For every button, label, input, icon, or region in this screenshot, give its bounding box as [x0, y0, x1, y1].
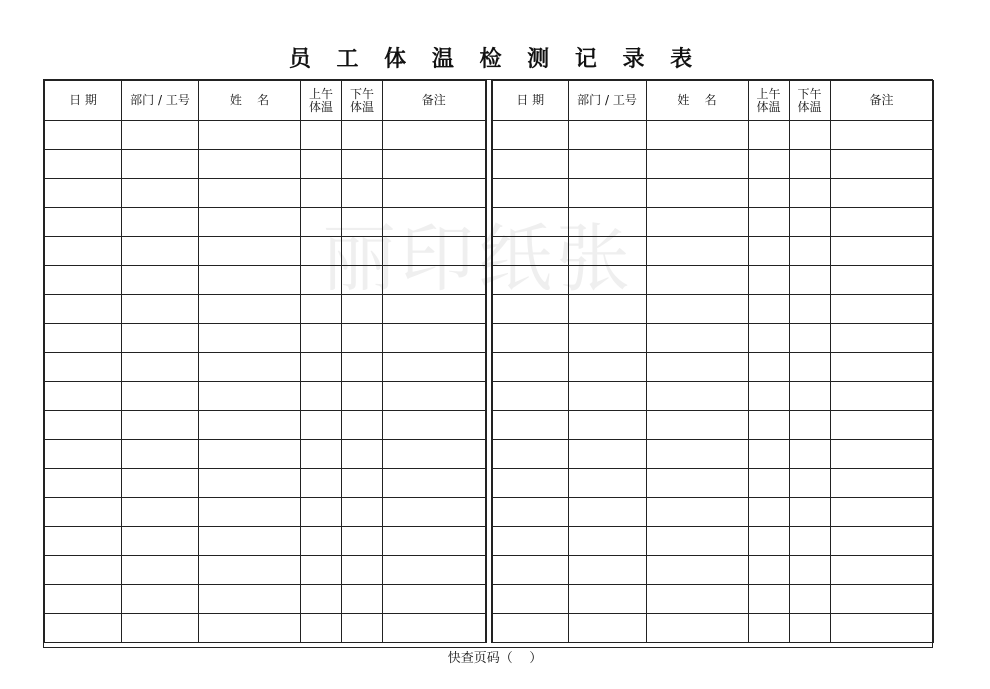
table-row	[492, 469, 933, 498]
header-row	[492, 81, 933, 121]
cell-morning-temp[interactable]	[301, 295, 342, 324]
cell-name[interactable]	[199, 237, 301, 266]
cell-notes[interactable]	[830, 208, 933, 237]
cell-date[interactable]	[45, 121, 122, 150]
table-row	[492, 440, 933, 469]
cell-department[interactable]	[568, 237, 646, 266]
cell-notes[interactable]	[830, 324, 933, 353]
table-row	[492, 237, 933, 266]
cell-afternoon-temp[interactable]	[342, 556, 383, 585]
cell-notes[interactable]	[830, 266, 933, 295]
cell-notes[interactable]	[383, 121, 486, 150]
cell-department[interactable]	[568, 469, 646, 498]
cell-date[interactable]	[45, 295, 122, 324]
cell-date[interactable]	[45, 585, 122, 614]
cell-name[interactable]	[646, 208, 748, 237]
cell-notes[interactable]	[830, 411, 933, 440]
cell-afternoon-temp[interactable]	[789, 353, 830, 382]
table-row	[492, 121, 933, 150]
cell-date[interactable]	[492, 121, 568, 150]
cell-name[interactable]	[199, 527, 301, 556]
cell-date[interactable]	[492, 353, 568, 382]
cell-name[interactable]	[199, 411, 301, 440]
cell-date[interactable]	[45, 266, 122, 295]
cell-name[interactable]	[646, 527, 748, 556]
header-morning-line1: 上午	[308, 86, 333, 101]
cell-afternoon-temp[interactable]	[789, 556, 830, 585]
cell-name[interactable]	[646, 121, 748, 150]
cell-morning-temp[interactable]	[301, 556, 342, 585]
cell-notes[interactable]	[830, 150, 933, 179]
table-row	[492, 295, 933, 324]
cell-name[interactable]	[199, 295, 301, 324]
cell-date[interactable]	[492, 266, 568, 295]
table-row	[45, 237, 486, 266]
cell-date[interactable]	[492, 469, 568, 498]
cell-afternoon-temp[interactable]	[789, 614, 830, 643]
cell-notes[interactable]	[830, 353, 933, 382]
cell-date[interactable]	[492, 237, 568, 266]
cell-date[interactable]	[45, 411, 122, 440]
cell-department[interactable]	[568, 324, 646, 353]
cell-name[interactable]	[646, 324, 748, 353]
cell-afternoon-temp[interactable]	[342, 585, 383, 614]
cell-name[interactable]	[199, 469, 301, 498]
table-row	[492, 411, 933, 440]
cell-afternoon-temp[interactable]	[342, 382, 383, 411]
table-row	[45, 527, 486, 556]
cell-afternoon-temp[interactable]	[342, 411, 383, 440]
cell-name[interactable]	[646, 237, 748, 266]
cell-morning-temp[interactable]	[301, 440, 342, 469]
cell-afternoon-temp[interactable]	[789, 382, 830, 411]
header-afternoon-line1: 下午	[349, 86, 374, 101]
header-morning-temp	[301, 81, 342, 121]
table-row	[45, 498, 486, 527]
cell-name[interactable]	[646, 295, 748, 324]
cell-afternoon-temp[interactable]	[789, 585, 830, 614]
cell-notes[interactable]	[830, 237, 933, 266]
cell-morning-temp[interactable]	[748, 237, 789, 266]
cell-morning-temp[interactable]	[301, 150, 342, 179]
cell-date[interactable]	[492, 527, 568, 556]
cell-afternoon-temp[interactable]	[789, 411, 830, 440]
cell-morning-temp[interactable]	[748, 527, 789, 556]
table-body-left	[45, 121, 486, 643]
cell-name[interactable]	[199, 440, 301, 469]
cell-name[interactable]	[199, 324, 301, 353]
cell-name[interactable]	[646, 585, 748, 614]
cell-department[interactable]	[568, 498, 646, 527]
cell-notes[interactable]	[830, 527, 933, 556]
cell-notes[interactable]	[383, 382, 486, 411]
cell-notes[interactable]	[383, 556, 486, 585]
cell-morning-temp[interactable]	[301, 208, 342, 237]
header-row	[45, 81, 486, 121]
cell-name[interactable]	[646, 411, 748, 440]
header-afternoon-temp	[789, 81, 830, 121]
cell-department[interactable]	[122, 324, 199, 353]
cell-morning-temp[interactable]	[748, 324, 789, 353]
cell-date[interactable]	[45, 498, 122, 527]
cell-morning-temp[interactable]	[748, 266, 789, 295]
cell-name[interactable]	[199, 179, 301, 208]
table-row	[45, 469, 486, 498]
cell-notes[interactable]	[383, 295, 486, 324]
table-row	[45, 556, 486, 585]
cell-name[interactable]	[646, 150, 748, 179]
cell-department[interactable]	[122, 295, 199, 324]
table-row	[492, 614, 933, 643]
cell-department[interactable]	[568, 527, 646, 556]
cell-morning-temp[interactable]	[748, 440, 789, 469]
cell-notes[interactable]	[383, 585, 486, 614]
cell-morning-temp[interactable]	[748, 585, 789, 614]
header-afternoon-temp	[342, 81, 383, 121]
cell-morning-temp[interactable]	[301, 266, 342, 295]
table-row	[45, 353, 486, 382]
cell-morning-temp[interactable]	[301, 498, 342, 527]
cell-name[interactable]	[646, 353, 748, 382]
cell-date[interactable]	[492, 556, 568, 585]
cell-afternoon-temp[interactable]	[342, 469, 383, 498]
cell-notes[interactable]	[830, 556, 933, 585]
cell-notes[interactable]	[830, 382, 933, 411]
header-department: 部门 / 工号	[122, 81, 199, 121]
table-row	[492, 382, 933, 411]
cell-notes[interactable]	[383, 614, 486, 643]
cell-afternoon-temp[interactable]	[789, 150, 830, 179]
cell-morning-temp[interactable]	[748, 556, 789, 585]
cell-name[interactable]	[646, 179, 748, 208]
table-row	[45, 411, 486, 440]
cell-notes[interactable]	[383, 411, 486, 440]
cell-morning-temp[interactable]	[301, 353, 342, 382]
record-table-right	[491, 80, 934, 643]
header-morning-line2: 体温	[308, 99, 333, 114]
cell-date[interactable]	[45, 556, 122, 585]
cell-name[interactable]	[646, 266, 748, 295]
cell-name[interactable]	[199, 585, 301, 614]
cell-afternoon-temp[interactable]	[342, 295, 383, 324]
cell-morning-temp[interactable]	[748, 295, 789, 324]
table-body-right	[492, 121, 933, 643]
cell-notes[interactable]	[383, 440, 486, 469]
cell-name[interactable]	[646, 469, 748, 498]
cell-afternoon-temp[interactable]	[789, 440, 830, 469]
cell-morning-temp[interactable]	[301, 469, 342, 498]
table-row	[45, 295, 486, 324]
header-morning-line1: 上午	[756, 86, 781, 101]
cell-department[interactable]	[568, 382, 646, 411]
cell-department[interactable]	[122, 498, 199, 527]
cell-afternoon-temp[interactable]	[789, 237, 830, 266]
cell-morning-temp[interactable]	[748, 498, 789, 527]
cell-name[interactable]	[646, 556, 748, 585]
cell-afternoon-temp[interactable]	[342, 208, 383, 237]
cell-notes[interactable]	[383, 527, 486, 556]
cell-date[interactable]	[45, 179, 122, 208]
cell-date[interactable]	[492, 150, 568, 179]
table-row	[45, 324, 486, 353]
cell-morning-temp[interactable]	[748, 353, 789, 382]
cell-afternoon-temp[interactable]	[789, 266, 830, 295]
cell-date[interactable]	[492, 614, 568, 643]
cell-date[interactable]	[492, 440, 568, 469]
record-table-left	[44, 80, 487, 643]
table-row	[45, 208, 486, 237]
table-row	[45, 150, 486, 179]
cell-department[interactable]	[122, 237, 199, 266]
cell-name[interactable]	[199, 266, 301, 295]
cell-notes[interactable]	[383, 179, 486, 208]
cell-name[interactable]	[199, 498, 301, 527]
cell-morning-temp[interactable]	[748, 382, 789, 411]
header-afternoon-line2: 体温	[349, 99, 374, 114]
cell-date[interactable]	[492, 324, 568, 353]
cell-afternoon-temp[interactable]	[342, 527, 383, 556]
cell-morning-temp[interactable]	[748, 179, 789, 208]
cell-afternoon-temp[interactable]	[342, 121, 383, 150]
cell-date[interactable]	[45, 208, 122, 237]
cell-afternoon-temp[interactable]	[789, 469, 830, 498]
cell-morning-temp[interactable]	[301, 179, 342, 208]
cell-department[interactable]	[568, 585, 646, 614]
header-name: 姓 名	[646, 81, 748, 121]
cell-department[interactable]	[568, 556, 646, 585]
cell-department[interactable]	[122, 614, 199, 643]
header-afternoon-line2: 体温	[797, 99, 822, 114]
table-row	[492, 324, 933, 353]
cell-name[interactable]	[199, 382, 301, 411]
cell-afternoon-temp[interactable]	[342, 353, 383, 382]
cell-department[interactable]	[568, 411, 646, 440]
cell-notes[interactable]	[830, 179, 933, 208]
table-row	[492, 266, 933, 295]
cell-date[interactable]	[492, 498, 568, 527]
cell-department[interactable]	[122, 353, 199, 382]
header-notes: 备注	[830, 81, 933, 121]
cell-afternoon-temp[interactable]	[342, 179, 383, 208]
cell-afternoon-temp[interactable]	[789, 208, 830, 237]
cell-afternoon-temp[interactable]	[342, 498, 383, 527]
cell-notes[interactable]	[830, 614, 933, 643]
cell-afternoon-temp[interactable]	[342, 324, 383, 353]
watermark: 丽印纸张	[322, 216, 634, 302]
cell-department[interactable]	[122, 556, 199, 585]
cell-morning-temp[interactable]	[748, 411, 789, 440]
header-date: 日 期	[492, 81, 568, 121]
cell-notes[interactable]	[383, 498, 486, 527]
cell-department[interactable]	[568, 121, 646, 150]
cell-afternoon-temp[interactable]	[342, 614, 383, 643]
cell-morning-temp[interactable]	[748, 208, 789, 237]
page-number-footer: 快查页码（ ）	[447, 651, 543, 666]
cell-department[interactable]	[568, 150, 646, 179]
cell-date[interactable]	[492, 382, 568, 411]
cell-morning-temp[interactable]	[301, 121, 342, 150]
table-row	[492, 150, 933, 179]
table-row	[492, 353, 933, 382]
cell-morning-temp[interactable]	[301, 324, 342, 353]
cell-notes[interactable]	[383, 353, 486, 382]
header-name: 姓 名	[199, 81, 301, 121]
table-row	[45, 266, 486, 295]
cell-afternoon-temp[interactable]	[789, 295, 830, 324]
table-row	[45, 614, 486, 643]
cell-morning-temp[interactable]	[301, 237, 342, 266]
cell-notes[interactable]	[830, 295, 933, 324]
cell-date[interactable]	[45, 324, 122, 353]
cell-morning-temp[interactable]	[301, 382, 342, 411]
cell-department[interactable]	[568, 266, 646, 295]
cell-notes[interactable]	[383, 150, 486, 179]
table-row	[45, 179, 486, 208]
cell-morning-temp[interactable]	[748, 121, 789, 150]
cell-department[interactable]	[568, 353, 646, 382]
cell-department[interactable]	[568, 440, 646, 469]
header-afternoon-line1: 下午	[797, 86, 822, 101]
cell-date[interactable]	[45, 614, 122, 643]
cell-afternoon-temp[interactable]	[789, 121, 830, 150]
cell-afternoon-temp[interactable]	[342, 237, 383, 266]
cell-date[interactable]	[45, 440, 122, 469]
table-row	[45, 382, 486, 411]
cell-date[interactable]	[45, 527, 122, 556]
header-date: 日 期	[45, 81, 122, 121]
cell-notes[interactable]	[830, 440, 933, 469]
cell-name[interactable]	[646, 382, 748, 411]
cell-date[interactable]	[45, 353, 122, 382]
cell-morning-temp[interactable]	[301, 527, 342, 556]
cell-notes[interactable]	[830, 121, 933, 150]
cell-notes[interactable]	[383, 237, 486, 266]
cell-notes[interactable]	[830, 585, 933, 614]
cell-department[interactable]	[122, 382, 199, 411]
cell-department[interactable]	[568, 179, 646, 208]
cell-afternoon-temp[interactable]	[789, 324, 830, 353]
cell-department[interactable]	[122, 527, 199, 556]
cell-afternoon-temp[interactable]	[342, 440, 383, 469]
cell-department[interactable]	[122, 411, 199, 440]
cell-name[interactable]	[646, 498, 748, 527]
cell-department[interactable]	[122, 179, 199, 208]
table-row	[492, 179, 933, 208]
table-row	[45, 585, 486, 614]
cell-name[interactable]	[646, 614, 748, 643]
cell-date[interactable]	[45, 382, 122, 411]
cell-notes[interactable]	[383, 208, 486, 237]
cell-date[interactable]	[492, 179, 568, 208]
cell-name[interactable]	[199, 150, 301, 179]
cell-date[interactable]	[45, 237, 122, 266]
cell-department[interactable]	[568, 295, 646, 324]
table-row	[492, 556, 933, 585]
cell-department[interactable]	[122, 150, 199, 179]
cell-name[interactable]	[646, 440, 748, 469]
cell-name[interactable]	[199, 353, 301, 382]
cell-name[interactable]	[199, 121, 301, 150]
header-morning-temp	[748, 81, 789, 121]
table-row	[492, 527, 933, 556]
cell-department[interactable]	[122, 121, 199, 150]
cell-department[interactable]	[122, 208, 199, 237]
cell-department[interactable]	[568, 614, 646, 643]
table-row	[492, 208, 933, 237]
cell-morning-temp[interactable]	[748, 150, 789, 179]
table-row	[45, 121, 486, 150]
cell-name[interactable]	[199, 556, 301, 585]
header-notes: 备注	[383, 81, 486, 121]
cell-morning-temp[interactable]	[748, 614, 789, 643]
cell-afternoon-temp[interactable]	[789, 527, 830, 556]
cell-date[interactable]	[492, 208, 568, 237]
cell-date[interactable]	[492, 585, 568, 614]
cell-afternoon-temp[interactable]	[342, 150, 383, 179]
cell-date[interactable]	[492, 411, 568, 440]
cell-department[interactable]	[122, 469, 199, 498]
cell-name[interactable]	[199, 208, 301, 237]
cell-notes[interactable]	[383, 324, 486, 353]
table-row	[492, 498, 933, 527]
table-row	[45, 440, 486, 469]
cell-date[interactable]	[45, 150, 122, 179]
cell-notes[interactable]	[383, 469, 486, 498]
table-row	[492, 585, 933, 614]
cell-morning-temp[interactable]	[748, 469, 789, 498]
cell-department[interactable]	[122, 266, 199, 295]
cell-morning-temp[interactable]	[301, 411, 342, 440]
cell-morning-temp[interactable]	[301, 614, 342, 643]
cell-date[interactable]	[45, 469, 122, 498]
cell-notes[interactable]	[830, 498, 933, 527]
cell-afternoon-temp[interactable]	[789, 498, 830, 527]
header-morning-line2: 体温	[756, 99, 781, 114]
cell-name[interactable]	[199, 614, 301, 643]
cell-afternoon-temp[interactable]	[789, 179, 830, 208]
cell-department[interactable]	[122, 585, 199, 614]
page-title: 员 工 体 温 检 测 记 录 表	[288, 46, 702, 72]
cell-notes[interactable]	[830, 469, 933, 498]
cell-department[interactable]	[122, 440, 199, 469]
cell-notes[interactable]	[383, 266, 486, 295]
cell-date[interactable]	[492, 295, 568, 324]
header-department: 部门 / 工号	[568, 81, 646, 121]
cell-afternoon-temp[interactable]	[342, 266, 383, 295]
cell-department[interactable]	[568, 208, 646, 237]
cell-morning-temp[interactable]	[301, 585, 342, 614]
